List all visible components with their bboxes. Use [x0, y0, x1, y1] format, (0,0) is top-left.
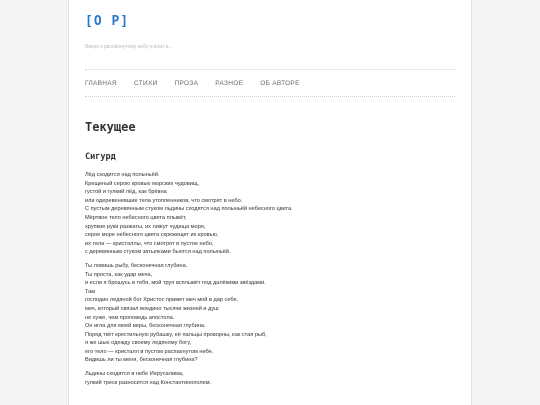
poem-line: его тело — кристалл в пустом распахнутом небе.: [85, 348, 214, 355]
poem-line: Поряд ткёт крестильную рубашку, её пальцы проворны, как стая рыб,: [85, 331, 267, 338]
poem-line: я же шью одежду своему ледяному богу,: [85, 340, 192, 347]
poem-line: Он игла для моей веры, бесконечная глубина.: [85, 323, 206, 330]
nav-item-poems[interactable]: СТИХИ: [133, 79, 158, 87]
poem-line: и если я брошусь в тебя, мой труп всплывёт под далёкими звёздами.: [85, 280, 266, 287]
poem-line: Ты проста, как удар меча,: [85, 271, 153, 278]
poem-line: С пустым деревянным стуком льдины сходятся над полыньёй небесного цвета.: [85, 206, 293, 213]
poem-line: с деревянным стуком затылками бьются над полыньёй.: [85, 249, 231, 256]
page-container: [68, 0, 472, 405]
poem-line: Льдины сходятся в небе Иерусалима,: [85, 371, 184, 378]
post-title[interactable]: Сигурд: [85, 152, 116, 162]
poem-line: их тела — кристаллы, что смотрят в пустое небо,: [85, 240, 214, 247]
poem-line: серое море небесного цвета скрежещет их кровью,: [85, 232, 219, 239]
poem-line: меч, который связал воедино тысячи жизней и душ: [85, 305, 219, 312]
page-title: Текущее: [85, 120, 136, 134]
poem-line: Крещеный серою кровью морских чудовищ,: [85, 180, 200, 187]
nav-item-misc[interactable]: РАЗНОЕ: [215, 79, 244, 87]
poem-line: гулкий треск разносится над Константинополем.: [85, 379, 212, 386]
poem-line: Видишь ли ты меня, бесконечная глубина?: [85, 357, 198, 364]
poem-line: Ты ловишь рыбу, бесконечная глубина.: [85, 262, 188, 269]
poem-line: Мёртвое тело небесного цвета плывёт,: [85, 214, 187, 221]
poem-line: господин ледяной бог Христос примет меч мой в дар себе,: [85, 297, 239, 304]
poem-line: Там: [85, 288, 96, 295]
poem-body: [85, 171, 455, 392]
main-nav: [85, 69, 455, 97]
poem-line: или одеревеневшие тела утопленников, что смотрят в небо.: [85, 197, 243, 204]
poem-line: густой и гулкий лёд, как брёвна: [85, 189, 167, 196]
poem-line: не хуже, чем проповедь апостола.: [85, 314, 175, 321]
nav-item-prose[interactable]: ПРОЗА: [174, 79, 199, 87]
nav-item-about[interactable]: ОБ АВТОРЕ: [260, 79, 300, 87]
poem-stanza: [85, 262, 455, 365]
site-tagline: Вверх к распахнутому небу и вниз в...: [85, 44, 173, 50]
poem-stanza: [85, 370, 455, 387]
poem-line: хрупкие руки разжаты, их лижут чудища моря,: [85, 223, 206, 230]
nav-item-home[interactable]: ГЛАВНАЯ: [85, 79, 117, 87]
poem-line: Лёд сходится над полыньёй.: [85, 172, 160, 178]
poem-stanza: [85, 171, 455, 257]
site-title-link[interactable]: [О Р]: [85, 14, 130, 29]
